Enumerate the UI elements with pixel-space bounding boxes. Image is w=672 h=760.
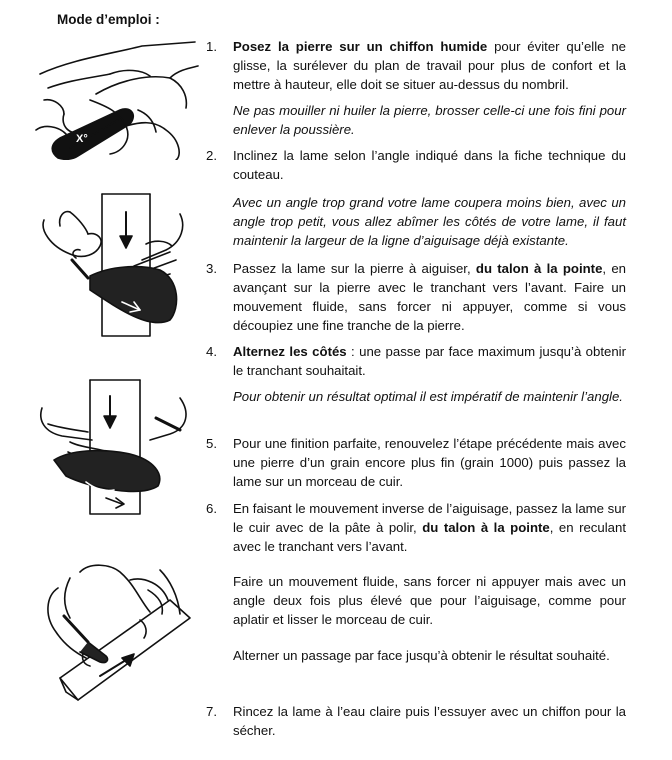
step-number: 7. xyxy=(206,704,217,719)
step-number: 1. xyxy=(206,39,217,54)
step-text: , en reculant avec le tranchant vers l’avant. xyxy=(233,520,626,554)
sharpening-illustration xyxy=(30,190,200,340)
step-text: En faisant le mouvement inverse de l’aiguisage, passez la lame sur le cuir avec de la pâte à polir, xyxy=(233,501,626,535)
step-text: Pour une finition parfaite, renouvelez l’étape précédente mais avec une pierre d’un grain encore plus fin (grain 1000) puis passez la lame sur un morceau de cuir. xyxy=(233,436,626,489)
note-stone-care xyxy=(206,101,626,139)
note-text: Pour obtenir un résultat optimal il est impératif de maintenir l’angle. xyxy=(233,389,623,404)
step-3 xyxy=(206,259,626,335)
step-7 xyxy=(206,702,626,740)
step-text: pour éviter qu’elle ne glisse, la surélever du plan de travail pour plus de confort et la mettre à hauteur, elle doit se situer au-dessus du nombril. xyxy=(233,39,627,92)
step-number: 6. xyxy=(206,501,217,516)
alternate-sides-illustration xyxy=(30,378,200,518)
step-5 xyxy=(206,434,626,491)
step-emphasis: Alternez les côtés xyxy=(233,344,347,359)
paragraph-text: Faire un mouvement fluide, sans forcer ni appuyer mais avec un angle deux fois plus élevé que pour l’aiguisage, comme pour aplatir et lisser le morceau de cuir. xyxy=(233,574,626,627)
step-2 xyxy=(206,146,626,184)
step-emphasis: du talon à la pointe xyxy=(475,261,603,276)
step-text: Inclinez la lame selon l’angle indiqué dans la fiche technique du couteau. xyxy=(233,148,626,182)
note-angle-warning xyxy=(206,193,626,250)
step-text: Passez la lame sur la pierre à aiguiser, xyxy=(233,261,476,276)
step-text: : une passe par face maximum jusqu’à obtenir le tranchant souhaitait. xyxy=(233,344,627,378)
step-text: , en avançant sur la pierre avec le tranchant vers l’avant. Faire un mouvement fluide, sans forcer ni appuyer, comme si vous découpiez une fine tranche de la pierre. xyxy=(233,261,627,333)
step-1 xyxy=(206,37,626,94)
step-4 xyxy=(206,342,626,380)
step-emphasis: Posez la pierre sur un chiffon humide xyxy=(233,39,488,54)
paragraph-strop-motion xyxy=(206,572,626,629)
step-number: 5. xyxy=(206,436,217,451)
paragraph-alternate-passes xyxy=(206,646,626,665)
note-keep-angle xyxy=(206,387,626,406)
note-text: Avec un angle trop grand votre lame coupera moins bien, avec un angle trop petit, vous allez abîmer les côtés de votre lame, il faut maintenir la largeur de la ligne d’aiguisage déjà existante. xyxy=(233,195,626,248)
step-number: 3. xyxy=(206,261,217,276)
stone-logo-text: X° xyxy=(76,133,88,145)
step-emphasis: du talon à la pointe xyxy=(422,520,550,535)
paragraph-text: Alterner un passage par face jusqu’à obtenir le résultat souhaité. xyxy=(233,648,610,663)
page-title: Mode d’emploi : xyxy=(57,12,160,27)
step-text: Rincez la lame à l’eau claire puis l’essuyer avec un chiffon pour la sécher. xyxy=(233,704,626,738)
stone-placement-illustration xyxy=(30,40,200,160)
step-number: 2. xyxy=(206,148,217,163)
step-6 xyxy=(206,499,626,556)
note-text: Ne pas mouiller ni huiler la pierre, brosser celle-ci une fois fini pour enlever la poussière. xyxy=(233,103,626,137)
leather-strop-illustration xyxy=(30,560,200,710)
step-number: 4. xyxy=(206,344,217,359)
